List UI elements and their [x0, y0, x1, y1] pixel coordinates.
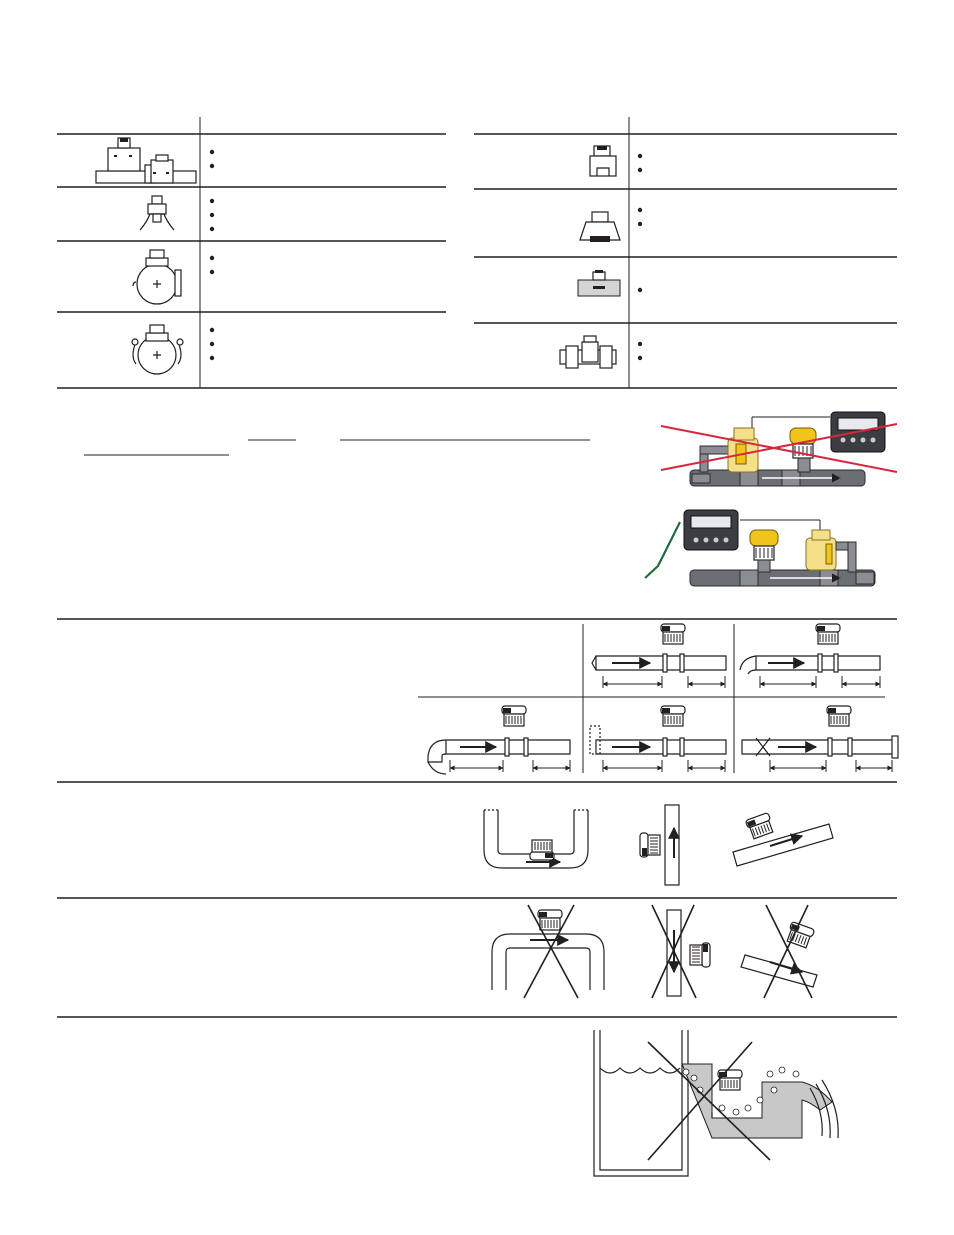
- not-recommended-inverted-loop: [492, 905, 604, 998]
- incorrect-pump-placement-diagram: [661, 412, 897, 486]
- strap-saddle-icon: [132, 325, 183, 374]
- straight-run-diagram-2: [740, 624, 880, 688]
- not-recommended-angled: [741, 905, 817, 998]
- correct-pump-placement-diagram: [645, 510, 875, 586]
- recommended-orientation-horizontal: [484, 810, 588, 868]
- straight-run-diagram-4: [590, 706, 726, 772]
- block-fitting-icon: [578, 270, 620, 296]
- straight-run-diagram-1: [592, 624, 726, 688]
- weld-on-icon: [140, 196, 174, 230]
- saddle-icon: [133, 250, 181, 304]
- union-fitting-icon: [560, 336, 616, 368]
- recommended-orientation-vertical: [640, 805, 679, 885]
- threaded-fitting-icon: [590, 146, 616, 176]
- underlined-text-placeholders: [84, 440, 590, 455]
- checkmark-icon: [645, 522, 680, 578]
- flared-fitting-icon: [580, 212, 620, 242]
- bullet-list-left: [210, 150, 214, 360]
- not-recommended-vertical-down: [652, 905, 710, 998]
- tank-air-bubble-diagram: [594, 1030, 838, 1176]
- recommended-orientation-angled: [733, 812, 833, 866]
- straight-run-diagram-3: [428, 706, 570, 774]
- straight-run-diagram-5: [742, 706, 898, 772]
- tee-fitting-icon: [96, 138, 196, 183]
- fittings-table: [57, 117, 897, 388]
